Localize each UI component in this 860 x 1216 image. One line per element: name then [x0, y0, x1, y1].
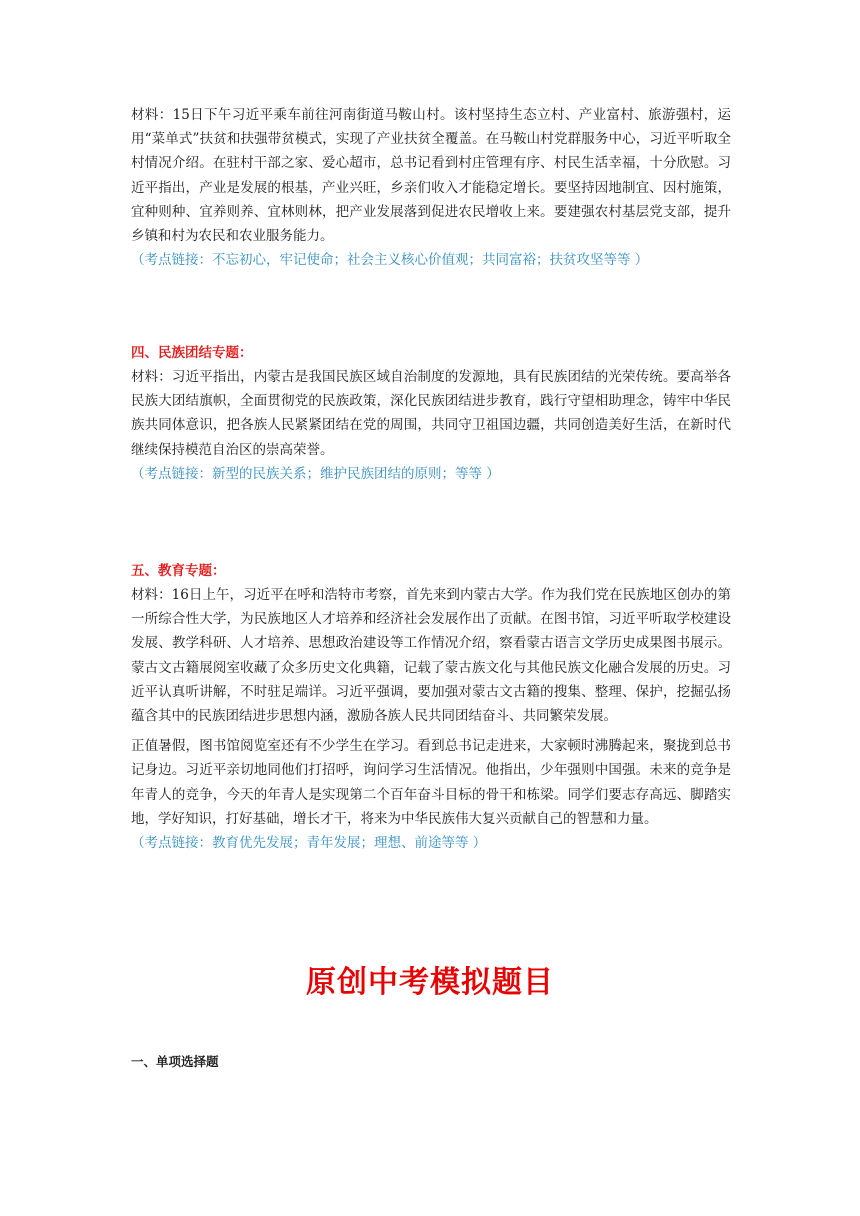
- material-paragraph: 材料：15日下午习近平乘车前往河南街道马鞍山村。该村坚持生态立村、产业富村、旅游强村，运用“菜单式”扶贫和扶强带贫模式，实现了产业扶贫全覆盖。在马鞍山村党群服务中心，习近平听取全村情况介绍。在驻村干部之家、爱心超市，总书记看到村庄管理有序、村民生活幸福，十分欣慰。习近平指出，产业是发展的根基，产业兴旺，乡亲们收入才能稳定增长。要坚持因地制宜、因村施策，宜种则种、宜养则养、宜林则林，把产业发展落到促进农民增收上来。要建强农村基层党支部，提升乡镇和村为农民和农业服务能力。: [131, 107, 731, 245]
- exam-point-link: （考点链接：不忘初心，牢记使命；社会主义核心价值观；共同富裕；扶贫攻坚等等 ）: [131, 252, 649, 269]
- section-heading: 五、教育专题：: [131, 563, 226, 579]
- exam-point-link: （考点链接：教育优先发展；青年发展；理想、前途等等 ）: [131, 835, 487, 852]
- exam-point-link: （考点链接：新型的民族关系；维护民族团结的原则；等等 ）: [131, 465, 500, 482]
- section-5: [131, 559, 731, 855]
- material-paragraph: 材料：16日上午，习近平在呼和浩特市考察，首先来到内蒙古大学。作为我们党在民族地区创办的第一所综合性大学，为民族地区人才培养和经济社会发展作出了贡献。在图书馆，习近平听取学校建设发展、教学科研、人才培养、思想政治建设等工作情况介绍，察看蒙古语言文学历史成果图书展示。蒙古文古籍展阅室收藏了众多历史文化典籍，记载了蒙古族文化与其他民族文化融合发展的历史。习近平认真听讲解，不时驻足端详。习近平强调，要加强对蒙古文古籍的搜集、整理、保护，挖掘弘扬蕴含其中的民族团结进步思想内涵，激励各族人民共同团结奋斗、共同繁荣发展。: [131, 587, 731, 725]
- material-paragraph: 材料：习近平指出，内蒙古是我国民族区域自治制度的发源地，具有民族团结的光荣传统。要高举各民族大团结旗帜，全面贯彻党的民族政策，深化民族团结进步教育，践行守望相助理念，铸牢中华民族共同体意识，把各族人民紧紧团结在党的周围，共同守卫祖国边疆，共同创造美好生活，在新时代继续保持模范自治区的崇高荣誉。: [131, 369, 731, 458]
- section-heading: 四、民族团结专题：: [131, 345, 253, 361]
- material-paragraph: 正值暑假，图书馆阅览室还有不少学生在学习。看到总书记走进来，大家顿时沸腾起来，聚拢到总书记身边。习近平亲切地同他们打招呼，询问学习生活情况。他指出，少年强则中国强。未来的竞争是年青人的竞争，今天的年青人是实现第二个百年奋斗目标的骨干和栋梁。同学们要志存高远、脚踏实地，学好知识，打好基础，增长才干，将来为中华民族伟大复兴贡献自己的智慧和力量。: [131, 738, 731, 827]
- section-4: [131, 341, 731, 486]
- page-title: 原创中考模拟题目: [306, 965, 554, 1000]
- section-3: [131, 103, 731, 272]
- question-section-heading: 一、单项选择题: [131, 1054, 219, 1069]
